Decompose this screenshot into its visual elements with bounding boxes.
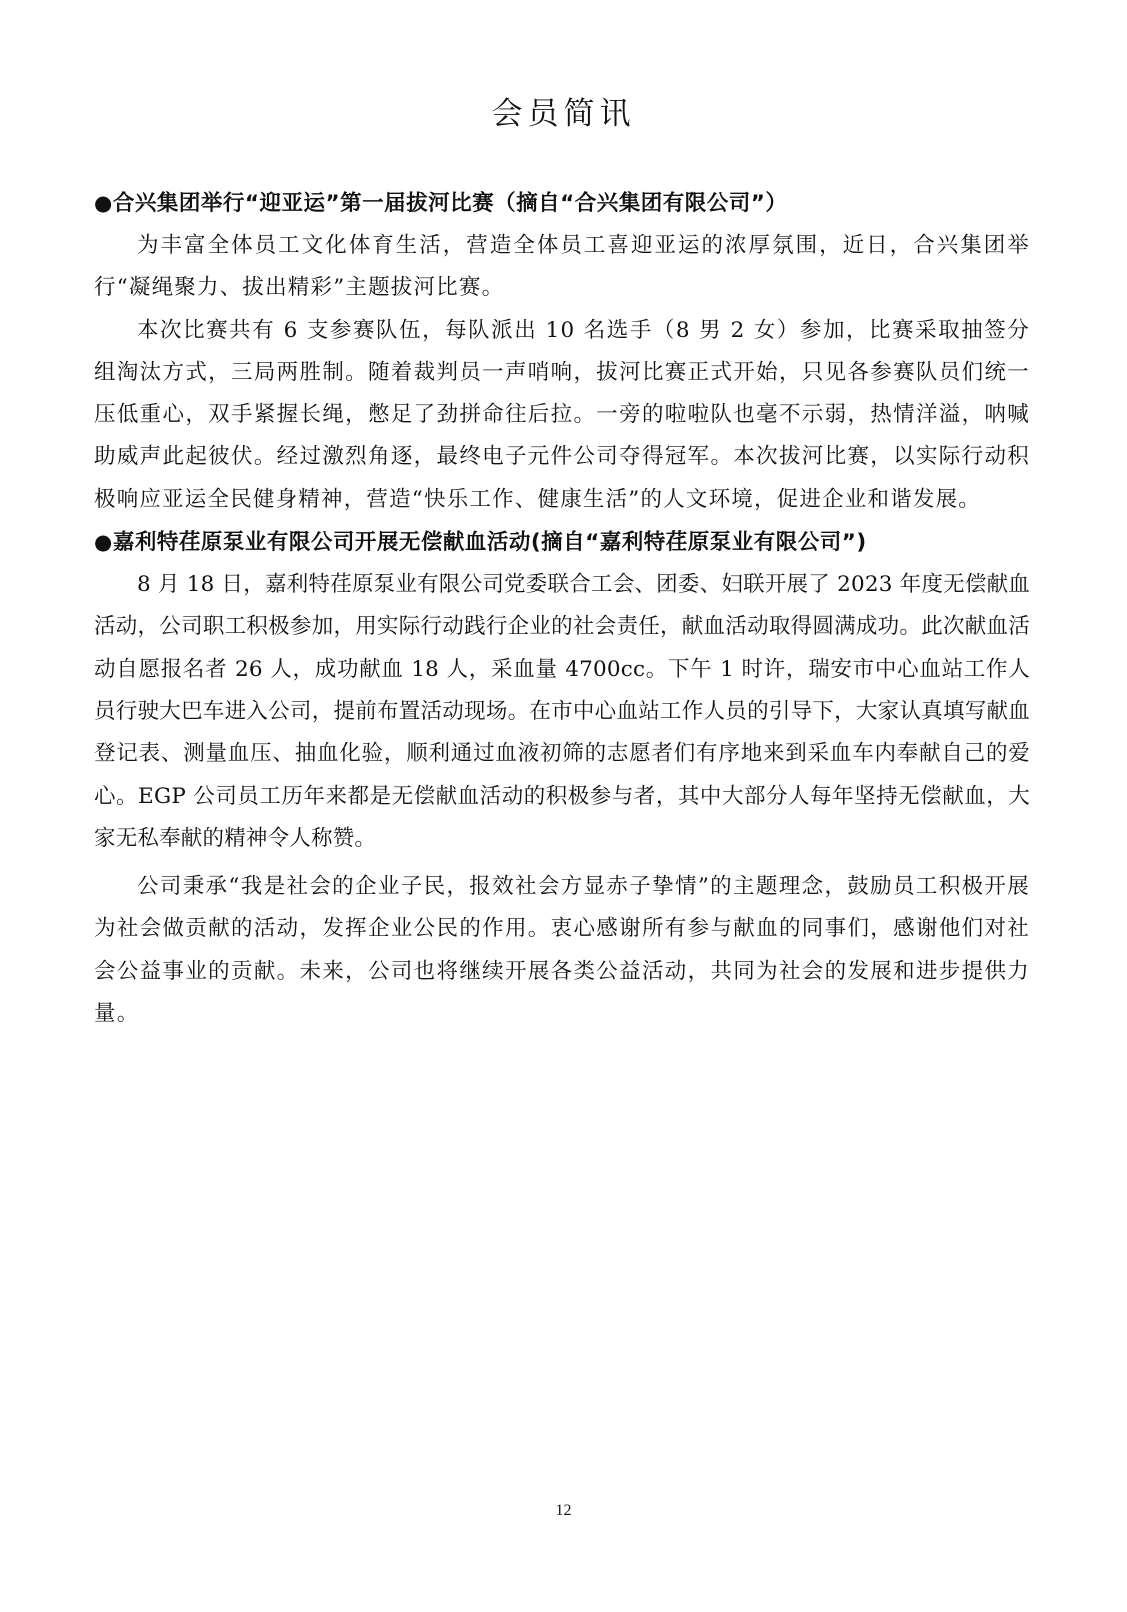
article-paragraph: 8 月 18 日，嘉利特荏原泵业有限公司党委联合工会、团委、妇联开展了 2023 年度无偿献血活动，公司职工积极参加，用实际行动践行企业的社会责任，献血活动取得圆满成功。此次献血活动自愿报名者 26 人，成功献血 18 人，采血量 4700cc。下午 1 时许，瑞安市中心血站工作人员行驶大巴车进入公司，提前布置活动现场。在市中心血站工作人员的引导下，大家认真填写献血登记表、测量血压、抽血化验，顺利通过血液初筛的志愿者们有序地来到采血车内奉献自己的爱心。EGP 公司员工历年来都是无偿献血活动的积极参与者，其中大部分人每年坚持无偿献血，大家无私奉献的精神令人称赞。 [94, 572, 1030, 851]
article-heading-text: 合兴集团举行“迎亚运”第一届拔河比赛（摘自“合兴集团有限公司”） [112, 191, 788, 216]
article-paragraph: 公司秉承“我是社会的企业子民，报效社会方显赤子挚情”的主题理念，鼓励员工积极开展为社会做贡献的活动，发挥企业公民的作用。衷心感谢所有参与献血的同事们，感谢他们对社会公益事业的贡献。未来，公司也将继续开展各类公益活动，共同为社会的发展和进步提供力量。 [94, 874, 1030, 1027]
article-paragraph: 本次比赛共有 6 支参赛队伍，每队派出 10 名选手（8 男 2 女）参加，比赛采取抽签分组淘汰方式，三局两胜制。随着裁判员一声哨响，拔河比赛正式开始，只见各参赛队员们统一压低重心，双手紧握长绳，憋足了劲拼命往后拉。一旁的啦啦队也毫不示弱，热情洋溢，呐喊助威声此起彼伏。经过激烈角逐，最终电子元件公司夺得冠军。本次拔河比赛，以实际行动积极响应亚运全民健身精神，营造“快乐工作、健康生活”的人文环境，促进企业和谐发展。 [94, 317, 1030, 512]
article-paragraph: 为丰富全体员工文化体育生活，营造全体员工喜迎亚运的浓厚氛围，近日，合兴集团举行“凝绳聚力、拔出精彩”主题拔河比赛。 [94, 233, 1030, 301]
page-number: 12 [555, 1502, 572, 1519]
article-heading-text: 嘉利特荏原泵业有限公司开展无偿献血活动(摘自“嘉利特荏原泵业有限公司”) [112, 530, 867, 556]
bullet-icon: ● [94, 530, 113, 555]
article-hexing-tug-of-war [94, 182, 1030, 521]
article-gerit-blood-donation [94, 521, 1030, 1035]
bullet-icon: ● [94, 191, 113, 215]
article-heading [94, 182, 1030, 225]
page-title: 会员简讯 [491, 96, 636, 132]
newsletter-content [94, 182, 1030, 1035]
article-heading [94, 521, 1030, 564]
